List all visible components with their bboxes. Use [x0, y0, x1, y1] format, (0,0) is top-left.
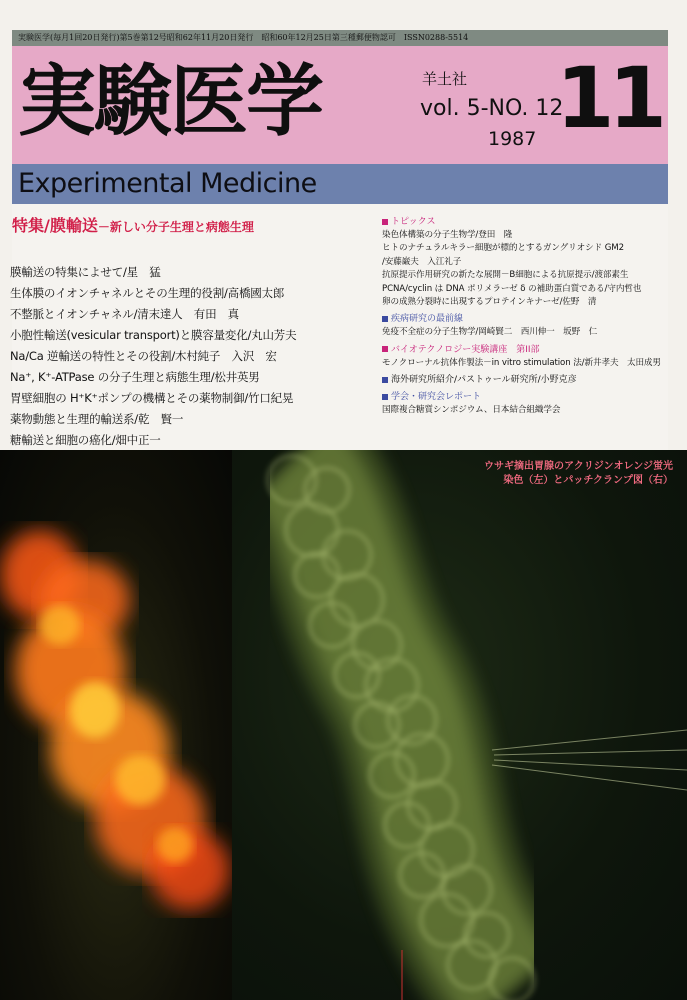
feature-article: 糖輸送と細胞の癌化/畑中正一 [10, 433, 161, 447]
square-bullet-icon [382, 394, 388, 400]
section-title: 学会・研究会レポート [391, 392, 482, 403]
feature-article: 胃壁細胞の H⁺K⁺ポンプの機構とその薬物制御/竹口紀晃 [10, 391, 294, 405]
section-item: 国際複合糖質シンポジウム、日本結合組織学会 [382, 405, 561, 416]
feature-article: 不整脈とイオンチャネル/清末達人 有田 真 [10, 307, 239, 321]
fluorescent-cells-graphic [0, 450, 232, 1000]
issue-number: 11 [556, 49, 661, 147]
section-item: PCNA/cyclin は DNA ポリメラーゼ δ の補助蛋白質である/守内哲也 [382, 283, 642, 294]
header-strip: 実験医学(毎月1回20日発行)第5巻第12号昭和62年11月20日発行 昭和60年12月25日第三種郵便物認可 ISSN0288-5514 [12, 30, 668, 46]
feature-article: 膜輸送の特集によせて/星 猛 [10, 265, 161, 279]
section-title: 疾病研究の最前線 [391, 314, 464, 325]
feature-subtitle: －新しい分子生理と病態生理 [97, 220, 254, 234]
section-item: モノクローナル抗体作製法－in vitro stimulation 法/新井孝夫 太田成男 [382, 357, 661, 368]
section-item: 免疫不全症の分子生物学/岡崎賢二 西川伸一 坂野 仁 [382, 327, 598, 338]
section-item: 卵の成熟分裂時に出現するプロテインキナーゼ/佐野 清 [382, 297, 597, 308]
cover-photo [0, 450, 687, 1000]
section-item: 染色体構築の分子生物学/登田 隆 [382, 230, 513, 240]
section-item: 抗原提示作用研究の新たな展開－B細胞による抗原提示/渡部素生 [382, 270, 629, 281]
fluorescence-image [0, 450, 232, 1000]
section-heading-biotech [382, 344, 682, 357]
feature-article: 薬物動態と生理的輸送系/乾 賢一 [10, 412, 184, 426]
magazine-title-en: Experimental Medicine [18, 168, 317, 199]
sidebar-contents [382, 216, 682, 418]
gland-cells-graphic [232, 450, 687, 1000]
feature-heading [12, 216, 254, 237]
section-title: バイオテクノロジー実験講座 第II部 [391, 344, 540, 355]
caption-line: ウサギ摘出胃腺のアクリジンオレンジ蛍光 [484, 461, 673, 472]
section-title: トピックス [391, 217, 436, 227]
feature-title: 特集/膜輸送 [12, 216, 98, 235]
feature-article: Na/Ca 逆輸送の特性とその役割/木村純子 入沢 宏 [10, 349, 277, 363]
publisher-name: 羊土社 [422, 70, 468, 88]
patch-clamp-image [232, 450, 687, 1000]
feature-article-list [10, 262, 296, 451]
section-heading-topics [382, 216, 682, 229]
publication-year: 1987 [488, 128, 537, 150]
feature-article: 生体膜のイオンチャネルとその生理的役割/高橋國太郎 [10, 286, 285, 300]
section-heading-reports [382, 391, 682, 404]
square-bullet-icon [382, 346, 388, 352]
section-item: /安藤巌夫 入江礼子 [382, 256, 462, 267]
square-bullet-icon [382, 377, 388, 383]
square-bullet-icon [382, 219, 388, 225]
section-heading-overseas [382, 374, 682, 387]
feature-article: Na⁺, K⁺-ATPase の分子生理と病態生理/松井英男 [10, 370, 260, 384]
section-heading-disease [382, 313, 682, 326]
square-bullet-icon [382, 316, 388, 322]
photo-caption [484, 460, 673, 488]
section-item: ヒトのナチュラルキラー細胞が標的とするガングリオシド GM2 [382, 243, 624, 254]
caption-line: 染色（左）とパッチクランプ図（右） [503, 475, 673, 486]
feature-article: 小胞性輸送(vesicular transport)と膜容量変化/丸山芳夫 [10, 328, 297, 342]
section-title: 海外研究所紹介/パストゥール研究所/小野克彦 [391, 375, 577, 386]
magazine-title-jp: 実験医学 [18, 57, 323, 147]
volume-number: vol. 5-NO. 12 [420, 96, 564, 121]
